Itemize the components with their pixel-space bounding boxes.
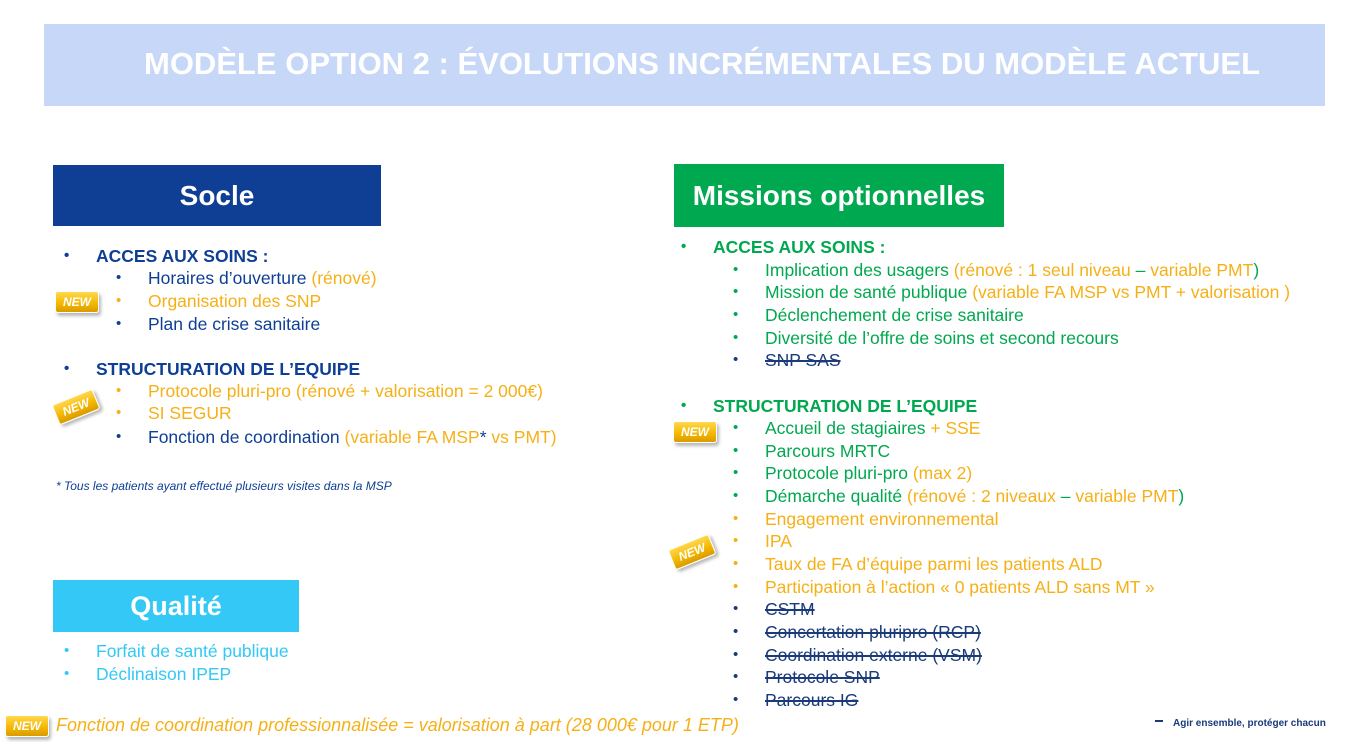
socle-header: Socle	[53, 165, 381, 226]
bullet-icon: •	[733, 623, 739, 640]
bullet-icon: •	[733, 419, 739, 436]
bullet-icon: •	[116, 315, 122, 332]
bullet-icon: •	[116, 292, 122, 309]
page-title: MODÈLE OPTION 2 : ÉVOLUTIONS INCRÉMENTALES DU MODÈLE ACTUEL	[144, 46, 1261, 81]
bullet-icon: •	[681, 238, 687, 255]
bullet-icon: •	[733, 464, 739, 481]
bullet-icon: •	[733, 578, 739, 595]
socle-acces-title: • ACCES AUX SOINS :	[64, 246, 269, 266]
list-item: • IPA	[733, 531, 792, 551]
list-item: • SI SEGUR	[116, 403, 232, 423]
list-item: • Implication des usagers (rénové : 1 seul niveau – variable PMT)	[733, 260, 1260, 280]
list-item: • Engagement environnemental	[733, 509, 999, 529]
bullet-icon: •	[681, 397, 687, 414]
list-item: • Diversité de l’offre de soins et second recours	[733, 328, 1119, 348]
bullet-icon: •	[64, 642, 70, 659]
list-item: • Mission de santé publique (variable FA MSP vs PMT + valorisation )	[733, 282, 1291, 302]
missions-header: Missions optionnelles	[674, 164, 1004, 227]
bullet-icon: •	[733, 532, 739, 549]
bullet-icon: •	[116, 404, 122, 421]
bullet-icon: •	[116, 428, 122, 445]
list-item-removed: • Parcours IG	[733, 690, 859, 710]
list-item-removed: • CSTM	[733, 599, 815, 619]
list-item-removed: • Protocole SNP	[733, 667, 880, 687]
list-item: • Démarche qualité (rénové : 2 niveaux – variable PMT)	[733, 486, 1185, 506]
list-item: • Taux de FA d’équipe parmi les patients ALD	[733, 554, 1103, 574]
missions-acces-title: • ACCES AUX SOINS :	[681, 237, 886, 257]
new-badge-icon: NEW	[55, 291, 99, 313]
missions-equipe-title: • STRUCTURATION DE L’EQUIPE	[681, 396, 978, 416]
socle-equipe-title: • STRUCTURATION DE L’EQUIPE	[64, 359, 361, 379]
list-item: • Participation à l’action « 0 patients ALD sans MT »	[733, 577, 1155, 597]
list-item: • Fonction de coordination (variable FA MSP* vs PMT)	[116, 427, 557, 447]
list-item: • Déclenchement de crise sanitaire	[733, 305, 1024, 325]
list-item: • Accueil de stagiaires + SSE	[733, 418, 981, 438]
list-item: • Déclinaison IPEP	[64, 664, 232, 684]
list-item: • Protocole pluri-pro (rénové + valorisation = 2 000€)	[116, 381, 543, 401]
logo-mark-icon	[1155, 720, 1163, 722]
bullet-icon: •	[733, 487, 739, 504]
bullet-icon: •	[116, 269, 122, 286]
bullet-icon: •	[733, 646, 739, 663]
bullet-icon: •	[733, 261, 739, 278]
list-item: • Protocole pluri-pro (max 2)	[733, 463, 973, 483]
list-item-removed: • Concertation pluripro (RCP)	[733, 622, 981, 642]
bottom-note: Fonction de coordination professionnalisée = valorisation à part (28 000€ pour 1 ETP)	[56, 715, 739, 735]
bullet-icon: •	[733, 442, 739, 459]
bullet-icon: •	[733, 306, 739, 323]
list-item: • Forfait de santé publique	[64, 641, 289, 661]
bullet-icon: •	[64, 247, 70, 264]
list-item: • Plan de crise sanitaire	[116, 314, 321, 334]
bullet-icon: •	[733, 329, 739, 346]
list-item: • Organisation des SNP	[116, 291, 322, 311]
qualite-header: Qualité	[53, 580, 299, 632]
bullet-icon: •	[733, 600, 739, 617]
bullet-icon: •	[116, 382, 122, 399]
bullet-icon: •	[733, 351, 739, 368]
footnote: * Tous les patients ayant effectué plusieurs visites dans la MSP	[56, 479, 392, 493]
bullet-icon: •	[64, 360, 70, 377]
tagline: Agir ensemble, protéger chacun	[1173, 718, 1326, 729]
list-item-removed: • SNP SAS	[733, 350, 841, 370]
bullet-icon: •	[733, 283, 739, 300]
bullet-icon: •	[733, 510, 739, 527]
new-badge-icon: NEW	[51, 389, 100, 426]
bullet-icon: •	[733, 691, 739, 708]
bullet-icon: •	[733, 668, 739, 685]
list-item: • Horaires d’ouverture (rénové)	[116, 268, 377, 288]
bullet-icon: •	[64, 665, 70, 682]
bullet-icon: •	[733, 555, 739, 572]
new-badge-icon: NEW	[5, 715, 49, 737]
new-badge-icon: NEW	[673, 421, 717, 443]
list-item-removed: • Coordination externe (VSM)	[733, 645, 982, 665]
title-banner	[44, 24, 1325, 106]
list-item: • Parcours MRTC	[733, 441, 891, 461]
new-badge-icon: NEW	[667, 534, 716, 571]
